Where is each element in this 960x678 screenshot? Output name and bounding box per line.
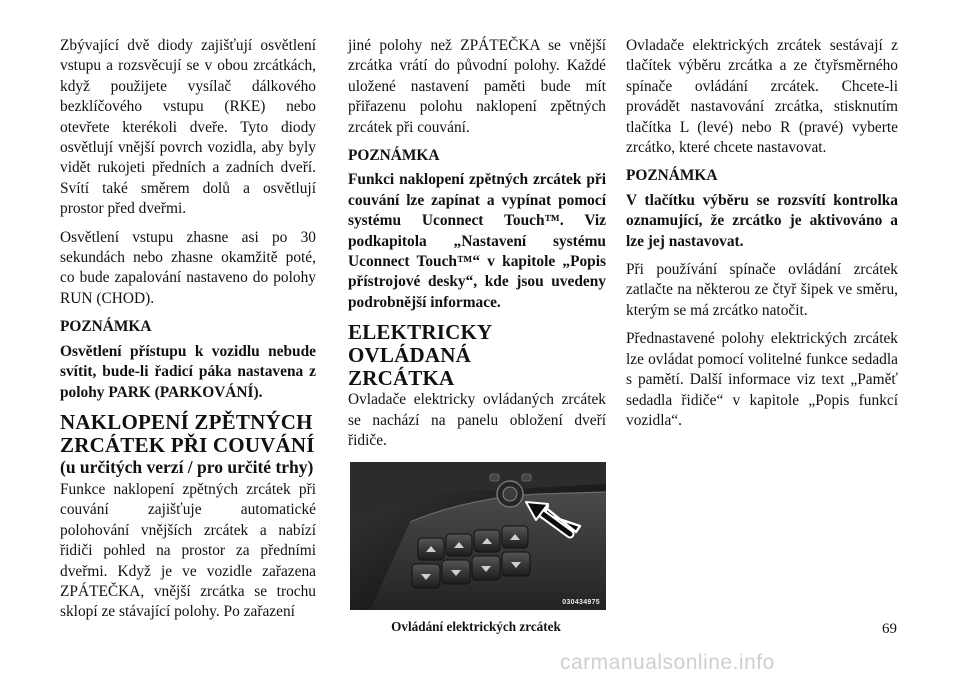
- note-text: Osvětlení přístupu k vozidlu nebude svítit, bude-li řadicí páka nastavena z polohy PARK (PARKOVÁNÍ).: [60, 342, 316, 401]
- section-heading: [60, 411, 316, 457]
- paragraph: Osvětlení vstupu zhasne asi po 30 sekundách nebo zhasne okamžitě poté, co bude zapalování nastaveno do polohy RUN (CHOD).: [60, 228, 316, 307]
- watermark: carmanualsonline.info: [560, 651, 775, 674]
- heading-line: NAKLOPENÍ ZPĚTNÝCH: [60, 409, 313, 434]
- paragraph: Při používání spínače ovládání zrcátek zatlačte na některou ze čtyř šipek ve směru, kterým se má zrcátko natočit.: [626, 261, 898, 319]
- paragraph: Zbývající dvě diody zajišťují osvětlení vstupu a rozsvěcují se v obou zrcátkách, když použijete vysílač dálkového bezklíčového vstupu (RKE) nebo otevřete kterékoli dveře. Tyto diody osvětlují vnější povrch vozidla, aby byly vidět rukojeti předních a zadních dveří. Svítí také směrem dolů a osvětlují prostor před dveřmi.: [60, 37, 316, 218]
- figure-code: 030434975: [562, 598, 600, 606]
- section-subheading: (u určitých verzí / pro určité trhy): [60, 456, 314, 477]
- section-heading: [348, 321, 606, 390]
- column-left: [60, 36, 316, 631]
- note-heading: POZNÁMKA: [348, 147, 440, 165]
- paragraph: Funkce naklopení zpětných zrcátek při couvání zajišťuje automatické polohování vnějších zrcátek a nabízí řidiči pohled na prostor za předními dveřmi. Když je ve vozidle zařazena ZPÁTEČKA, vnější zrcátka se trochu sklopí ze stávající polohy. Po zařazení: [60, 480, 316, 621]
- column-middle: [348, 36, 606, 635]
- paragraph: Ovladače elektricky ovládaných zrcátek se nachází na panelu obložení dveří řidiče.: [348, 391, 606, 450]
- mirror-controls-photo: [350, 462, 606, 610]
- heading-line: ZRCÁTKA: [348, 366, 455, 391]
- page-number: 69: [882, 621, 897, 637]
- note-heading: POZNÁMKA: [60, 318, 152, 336]
- note-text: Funkci naklopení zpětných zrcátek při couvání lze zapínat a vypínat pomocí systému Uconnect Touch™. Viz podkapitola „Nastavení systému Uconnect Touch™“ v kapitole „Popis přístrojové desky“, kde jsou uvedeny podrobnější informace.: [348, 171, 606, 311]
- figure-caption: Ovládání elektrických zrcátek: [391, 618, 561, 634]
- note-text: V tlačítku výběru se rozsvítí kontrolka oznamující, že zrcátko je aktivováno a lze jej nastavovat.: [626, 191, 898, 250]
- column-right: [626, 36, 898, 439]
- heading-line: ELEKTRICKY OVLÁDANÁ: [348, 320, 492, 368]
- paragraph: Přednastavené polohy elektrických zrcátek lze ovládat pomocí volitelné funkce sedadla s pamětí. Další informace viz text „Paměť sedadla řidiče“ v kapitole „Popis funkcí vozidla“.: [626, 330, 898, 429]
- door-panel-illustration: [350, 462, 606, 610]
- paragraph: Ovladače elektrických zrcátek sestávají z tlačítek výběru zrcátka a ze čtyřsměrného spínače ovládání zrcátek. Chcete-li provádět nastavování zrcátka, stisknutím tlačítka L (levé) nebo R (pravé) vyberte zrcátko, které chcete nastavovat.: [626, 37, 898, 157]
- note-heading: POZNÁMKA: [626, 167, 718, 185]
- paragraph: jiné polohy než ZPÁTEČKA se vnější zrcátka vrátí do původní polohy. Každé uložené nastavení paměti bude mít přiřazenu polohu naklopení zpětných zrcátek při couvání.: [348, 37, 606, 136]
- heading-line: ZRCÁTEK PŘI COUVÁNÍ: [60, 432, 315, 457]
